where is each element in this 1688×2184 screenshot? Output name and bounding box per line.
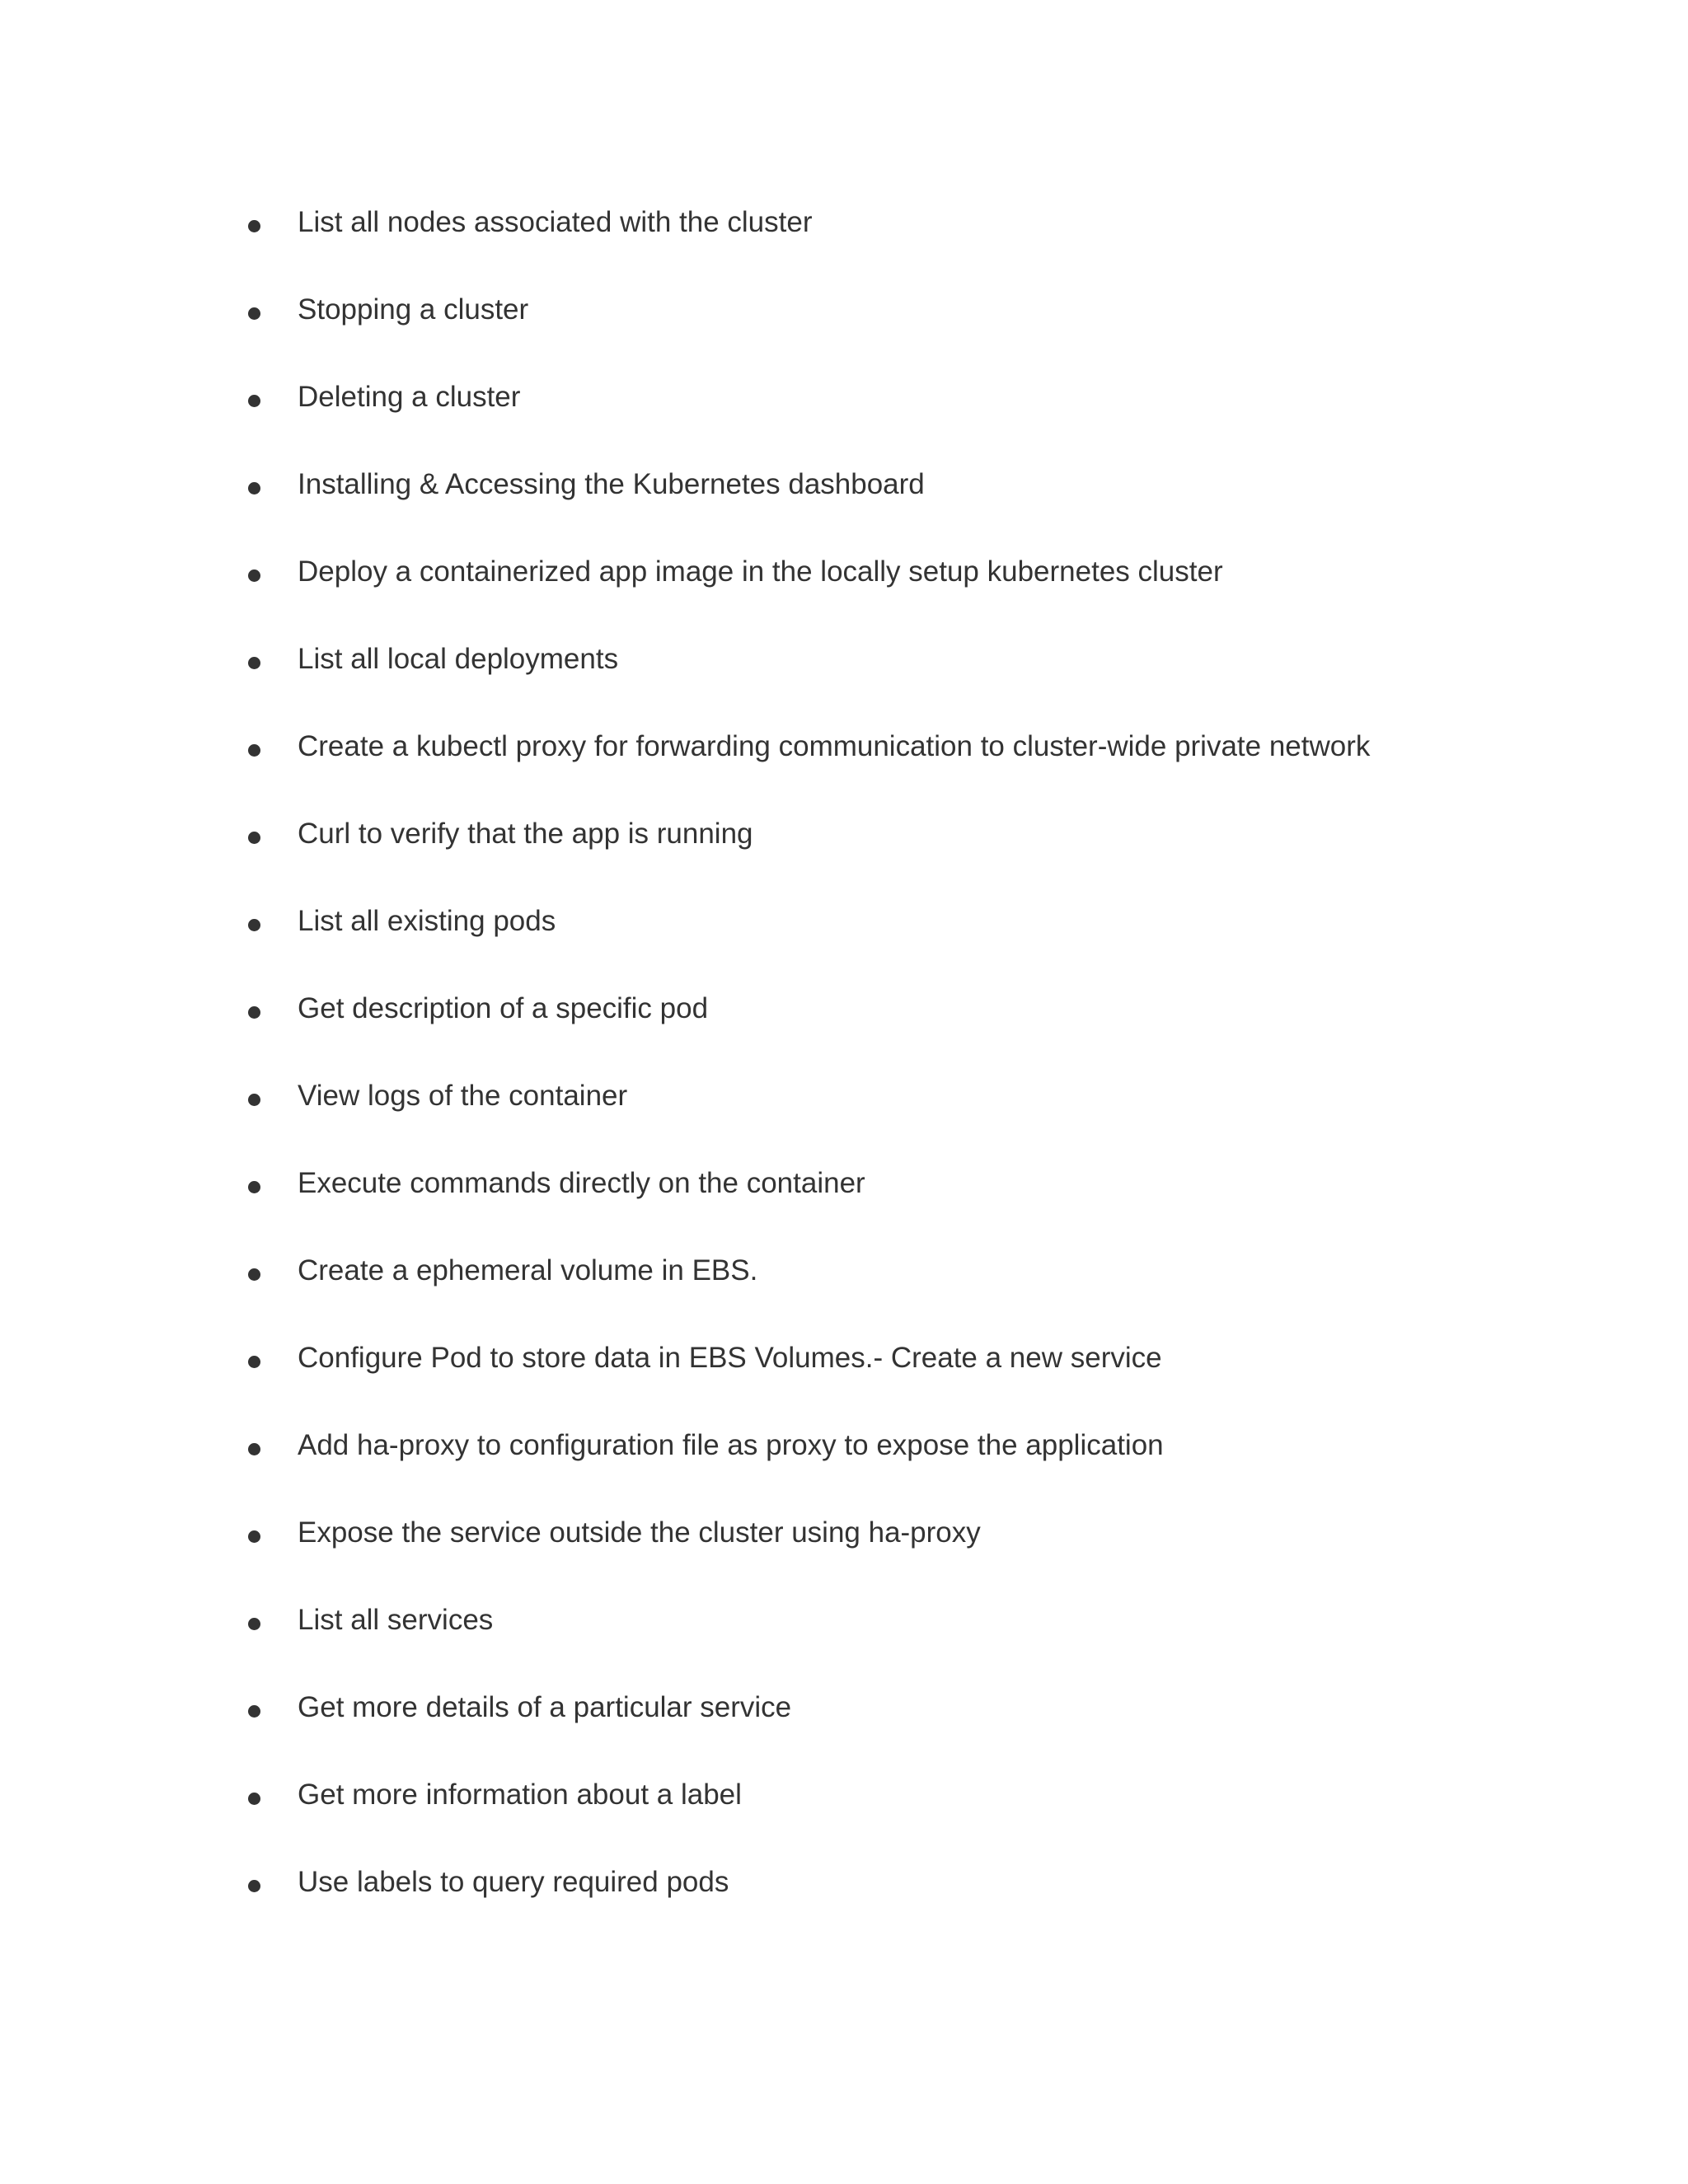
list-item-text: List all nodes associated with the cluster [298,206,813,238]
bullet-dot-icon [248,1094,260,1106]
bullet-dot-icon [248,744,260,757]
bullet-dot-icon [248,395,260,407]
list-item-text: View logs of the container [298,1080,628,1112]
bullet-dot-icon [248,657,260,669]
bullet-dot-icon [248,307,260,320]
list-item-text: Get more information about a label [298,1779,742,1811]
list-item-text: Get description of a specific pod [298,992,709,1024]
list-item-text: Execute commands directly on the container [298,1167,865,1199]
bullet-dot-icon [248,482,260,494]
bullet-dot-icon [248,1356,260,1368]
bullet-dot-icon [248,1705,260,1718]
list-item [0,1240,1688,1327]
list-item-text: Expose the service outside the cluster using ha-proxy [298,1516,981,1549]
list-item [0,453,1688,541]
list-item-text: Create a ephemeral volume in EBS. [298,1254,758,1286]
bullet-dot-icon [248,1006,260,1019]
bullet-dot-icon [248,1181,260,1193]
list-item-text: Get more details of a particular service [298,1691,792,1723]
list-item [0,1327,1688,1414]
list-item-text: Use labels to query required pods [298,1866,729,1898]
bullet-dot-icon [248,832,260,844]
list-item [0,1152,1688,1240]
bullet-dot-icon [248,919,260,931]
bullet-dot-icon [248,1443,260,1455]
bullet-dot-icon [248,1618,260,1630]
bullet-dot-icon [248,1880,260,1892]
list-item [0,366,1688,453]
bullet-dot-icon [248,1793,260,1805]
list-item [0,628,1688,715]
list-item-text: Deleting a cluster [298,381,521,413]
list-item [0,890,1688,977]
list-item-text: List all existing pods [298,905,556,937]
list-item-text: Stopping a cluster [298,293,529,326]
list-item-text: Installing & Accessing the Kubernetes dashboard [298,468,925,500]
list-item [0,1065,1688,1152]
list-item [0,1851,1688,1938]
list-item [0,191,1688,279]
bullet-dot-icon [248,1268,260,1281]
list-item [0,1676,1688,1764]
list-item [0,1589,1688,1676]
list-item [0,1764,1688,1851]
bullet-dot-icon [248,569,260,582]
list-item-text: Configure Pod to store data in EBS Volumes.- Create a new service [298,1342,1162,1374]
list-item-text: List all services [298,1604,494,1636]
list-item [0,541,1688,628]
list-item-text: Deploy a containerized app image in the locally setup kubernetes cluster [298,555,1223,588]
list-item-text: List all local deployments [298,643,619,675]
list-item [0,1502,1688,1589]
list-item [0,803,1688,890]
list-item-text: Add ha-proxy to configuration file as proxy to expose the application [298,1429,1164,1461]
list-item [0,715,1688,803]
list-item [0,279,1688,366]
list-item-text: Curl to verify that the app is running [298,818,753,850]
bullet-list [0,191,1688,1938]
bullet-dot-icon [248,220,260,232]
bullet-dot-icon [248,1530,260,1543]
list-item [0,1414,1688,1502]
list-item [0,977,1688,1065]
list-item-text: Create a kubectl proxy for forwarding communication to cluster-wide private network [298,730,1371,762]
